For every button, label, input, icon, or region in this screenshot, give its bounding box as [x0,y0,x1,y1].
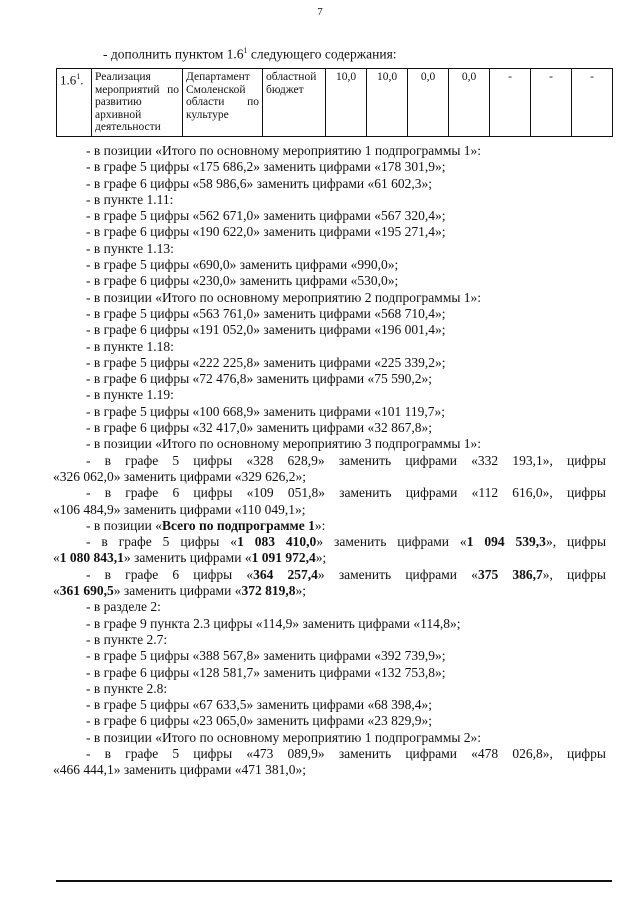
amendment-line: - в графе 5 цифры «562 671,0» заменить цифрами «567 320,4»; [86,208,446,224]
amendment-line: - в разделе 2: [86,599,161,615]
amendment-line: - в пункте 2.8: [86,680,168,696]
amendment-line: - в графе 5 цифры «1 083 410,0» заменить цифрами «1 094 539,3», цифры [86,534,607,550]
amendment-line: - в пункте 1.11: [86,191,174,207]
value-cell: - [490,69,531,137]
amendment-line: - в пункте 1.13: [86,240,174,256]
measure-name-cell: Реализация мероприятий по развитию архивной деятельности [92,69,183,137]
amendment-list [53,143,607,779]
amendment-line: - в графе 6 цифры «190 622,0» заменить цифрами «195 271,4»; [86,224,446,240]
amendment-line: - в графе 6 цифры «23 065,0» заменить цифрами «23 829,9»; [86,713,432,729]
amendment-line: - в позиции «Итого по основному мероприятию 2 подпрограммы 1»: [86,289,482,305]
amendment-line-continued: «326 062,0» заменить цифрами «329 626,2»; [53,468,306,484]
row-number: $1.6^1$. [57,69,92,137]
amendment-line: - в графе 6 цифры «191 052,0» заменить цифрами «196 001,4»; [86,322,446,338]
amendment-line-continued: «1 080 843,1» заменить цифрами «1 091 972,4»; [53,550,327,566]
amendment-line: - в графе 5 цифры «175 686,2» заменить цифрами «178 301,9»; [86,159,446,175]
amendment-line: - в графе 6 цифры «128 581,7» заменить цифрами «132 753,8»; [86,664,446,680]
amendment-line: - в графе 6 цифры «364 257,4» заменить цифрами «375 386,7», цифры [86,566,607,582]
amendment-line: - в графе 5 цифры «67 633,5» заменить цифрами «68 398,4»; [86,697,432,713]
value-cell: 0,0 [408,69,449,137]
amendment-line: - в графе 5 цифры «473 089,9» заменить цифрами «478 026,8», цифры [86,745,606,761]
footer-divider [56,880,612,882]
amendment-line-continued: «361 690,5» заменить цифрами «372 819,8»; [53,583,306,599]
amendment-line: - в пункте 1.19: [86,387,174,403]
intro-line: - дополнить пунктом $1.6^1$ следующего содержания: [103,46,397,62]
value-cell: - [531,69,572,137]
amendment-table [56,68,613,137]
amendment-line: - в позиции «Итого по основному мероприятию 1 подпрограммы 1»: [86,143,482,158]
amendment-line: - в позиции «Всего по подпрограмме 1»: [86,517,326,533]
amendment-line: - в графе 5 цифры «388 567,8» заменить цифрами «392 739,9»; [86,648,446,664]
amendment-line: - в графе 5 цифры «222 225,8» заменить цифрами «225 339,2»; [86,354,446,370]
amendment-line: - в графе 6 цифры «72 476,8» заменить цифрами «75 590,2»; [86,371,432,387]
amendment-line: - в графе 6 цифры «230,0» заменить цифрами «530,0»; [86,273,399,289]
value-cell: 10,0 [326,69,367,137]
amendment-line: - в графе 5 цифры «563 761,0» заменить цифрами «568 710,4»; [86,305,446,321]
amendment-line: - в графе 6 цифры «109 051,8» заменить цифрами «112 616,0», цифры [86,485,606,501]
page-number: 7 [317,6,323,18]
amendment-line: - в позиции «Итого по основному мероприятию 1 подпрограммы 2»: [86,729,482,745]
amendment-line: - в графе 5 цифры «100 668,9» заменить цифрами «101 119,7»; [86,403,445,419]
amendment-line: - в графе 6 цифры «32 417,0» заменить цифрами «32 867,8»; [86,420,432,436]
amendment-line: - в графе 5 цифры «690,0» заменить цифрами «990,0»; [86,257,399,273]
value-cell: 0,0 [449,69,490,137]
amendment-line: - в пункте 1.18: [86,338,174,354]
value-cell: 10,0 [367,69,408,137]
amendment-line: - в графе 9 пункта 2.3 цифры «114,9» заменить цифрами «114,8»; [86,615,461,631]
table-row [57,69,613,137]
amendment-line: - в пункте 2.7: [86,631,168,647]
funding-source-cell: областной бюджет [263,69,326,137]
amendment-line: - в графе 6 цифры «58 986,6» заменить цифрами «61 602,3»; [86,175,432,191]
amendment-line-continued: «106 484,9» заменить цифрами «110 049,1»; [53,501,306,517]
amendment-line: - в графе 5 цифры «328 628,9» заменить цифрами «332 193,1», цифры [86,452,606,468]
amendment-line-continued: «466 444,1» заменить цифрами «471 381,0»; [53,762,306,778]
amendment-line: - в позиции «Итого по основному мероприятию 3 подпрограммы 1»: [86,436,482,452]
value-cell: - [572,69,613,137]
department-cell: Департамент Смоленской области по культуре [183,69,263,137]
